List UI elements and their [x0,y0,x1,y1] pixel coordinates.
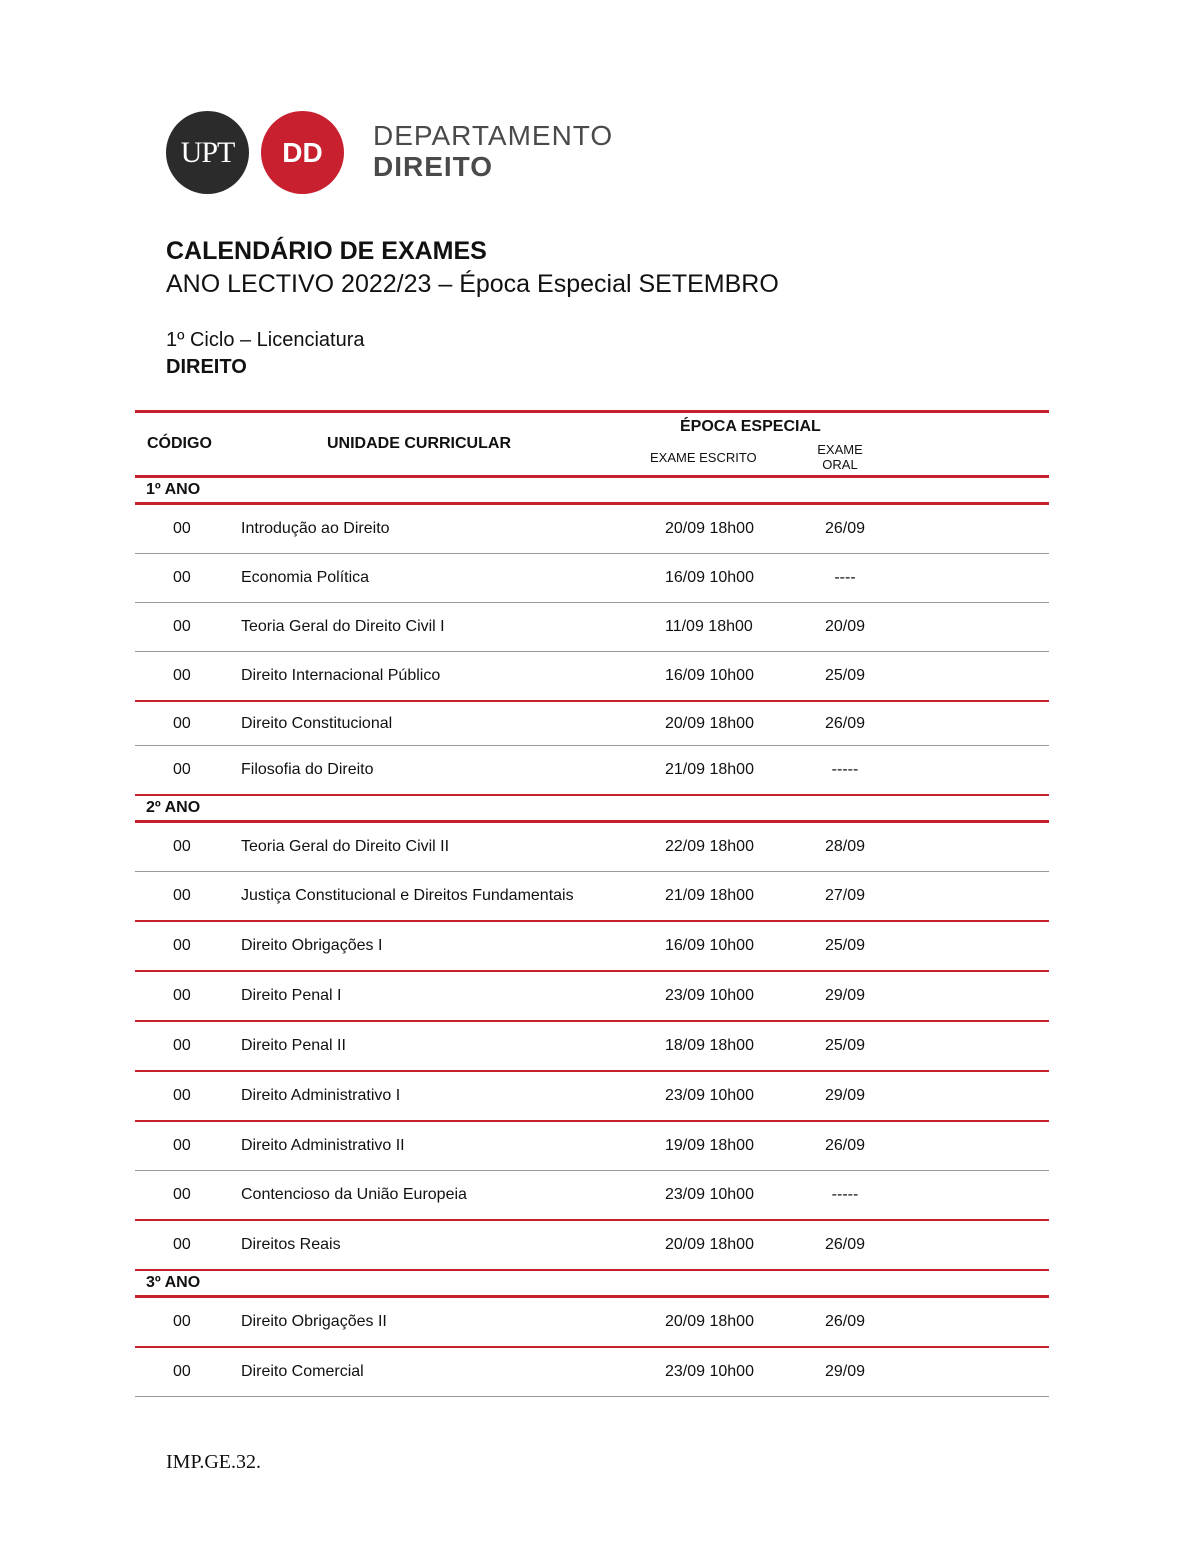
course-code: 00 [173,1186,191,1203]
year-section-header [135,796,1049,823]
oral-exam-date: 28/09 [824,838,866,855]
year-label: 1º ANO [146,481,201,498]
course-name: Teoria Geral do Direito Civil II [241,838,450,855]
year-section-header [135,1271,1049,1298]
oral-exam-date: 25/09 [824,937,866,954]
course-code: 00 [173,838,191,855]
written-exam-date: 16/09 10h00 [665,667,754,684]
oral-exam-date: 26/09 [824,1137,866,1154]
course-name: Contencioso da União Europeia [241,1186,467,1203]
course-name: Justiça Constitucional e Direitos Fundamentais [241,887,574,904]
table-row [135,702,1049,746]
table-row [135,823,1049,872]
header-uc: UNIDADE CURRICULAR [327,435,511,452]
form-code: IMP.GE.32. [166,1451,262,1473]
course-code: 00 [173,520,191,537]
course-code: 00 [173,987,191,1004]
department-line1: DEPARTAMENTO [373,120,614,151]
course-name: Direito Obrigações II [241,1313,387,1330]
written-exam-date: 19/09 18h00 [665,1137,754,1154]
oral-exam-date: 25/09 [824,667,866,684]
oral-exam-date: 26/09 [824,1236,866,1253]
written-exam-date: 21/09 18h00 [665,761,754,778]
oral-exam-date: ----- [831,1186,859,1203]
course-code: 00 [173,1236,191,1253]
course-name: Direito Penal I [241,987,342,1004]
written-exam-date: 20/09 18h00 [665,714,754,732]
written-exam-date: 23/09 10h00 [665,1087,754,1104]
oral-exam-date: 25/09 [824,1037,866,1054]
course-code: 00 [173,569,191,586]
course-code: 00 [173,1087,191,1104]
oral-exam-date: 29/09 [824,1087,866,1104]
table-body [135,478,1049,1397]
oral-exam-date: 20/09 [824,618,866,635]
page-subtitle: ANO LECTIVO 2022/23 – Época Especial SETEMBRO [166,270,779,298]
table-row [135,872,1049,922]
written-exam-date: 21/09 18h00 [665,887,754,904]
oral-exam-date: 29/09 [824,1363,866,1380]
year-label: 2º ANO [146,799,201,816]
oral-exam-date: 29/09 [824,987,866,1004]
course-code: 00 [173,1137,191,1154]
header-escrito: EXAME ESCRITO [650,450,757,465]
dd-logo: DD [261,111,344,194]
written-exam-date: 20/09 18h00 [665,520,754,537]
course-name: Direitos Reais [241,1236,341,1253]
cycle-label: 1º Ciclo – Licenciatura [166,329,365,351]
header-epoca: ÉPOCA ESPECIAL [680,418,821,435]
course-code: 00 [173,887,191,904]
course-code: 00 [173,1037,191,1054]
table-row [135,554,1049,603]
department-line2: DIREITO [373,151,494,182]
written-exam-date: 16/09 10h00 [665,569,754,586]
upt-logo: UPT [166,111,249,194]
table-row [135,1171,1049,1221]
written-exam-date: 11/09 18h00 [665,618,753,635]
course-code: 00 [173,1363,191,1380]
course-name: Direito Comercial [241,1363,364,1380]
written-exam-date: 23/09 10h00 [665,987,754,1004]
table-row [135,1348,1049,1397]
course-name: Direito Constitucional [241,714,393,732]
course-name: Direito Obrigações I [241,937,383,954]
year-section-header [135,478,1049,505]
course-name: Direito Penal II [241,1037,346,1054]
course-code: 00 [173,1313,191,1330]
table-row [135,1298,1049,1348]
oral-exam-date: ----- [831,761,859,778]
course-name: Direito Administrativo II [241,1137,405,1154]
course-name: Filosofia do Direito [241,761,374,778]
written-exam-date: 20/09 18h00 [665,1236,754,1253]
year-label: 3º ANO [146,1274,201,1291]
table-row [135,1022,1049,1072]
course-name: Direito Administrativo I [241,1087,401,1104]
course-label: DIREITO [166,356,247,378]
table-row [135,1072,1049,1122]
table-row [135,922,1049,972]
header-code: CÓDIGO [147,435,212,452]
course-code: 00 [173,618,191,635]
exam-table [135,410,1049,1397]
course-name: Teoria Geral do Direito Civil I [241,618,445,635]
course-name: Direito Internacional Público [241,667,441,684]
course-name: Introdução ao Direito [241,520,390,537]
header-oral: EXAME ORAL [817,442,863,472]
oral-exam-date: 27/09 [824,887,866,904]
table-row [135,1122,1049,1171]
oral-exam-date: 26/09 [824,714,866,732]
written-exam-date: 16/09 10h00 [665,937,754,954]
oral-exam-date: 26/09 [824,1313,866,1330]
course-code: 00 [173,937,191,954]
table-row [135,746,1049,796]
department-name [373,120,613,182]
course-name: Economia Política [241,569,370,586]
table-header [135,410,1049,478]
written-exam-date: 22/09 18h00 [665,838,754,855]
table-row [135,1221,1049,1271]
course-code: 00 [173,714,191,732]
course-code: 00 [173,761,191,778]
written-exam-date: 23/09 10h00 [665,1363,754,1380]
course-code: 00 [173,667,191,684]
oral-exam-date: 26/09 [824,520,866,537]
oral-exam-date: ---- [834,569,856,586]
table-row [135,652,1049,702]
table-row [135,505,1049,554]
page-title: CALENDÁRIO DE EXAMES [166,237,487,265]
written-exam-date: 18/09 18h00 [665,1037,754,1054]
written-exam-date: 20/09 18h00 [665,1313,754,1330]
table-row [135,603,1049,652]
written-exam-date: 23/09 10h00 [665,1186,754,1203]
table-row [135,972,1049,1022]
